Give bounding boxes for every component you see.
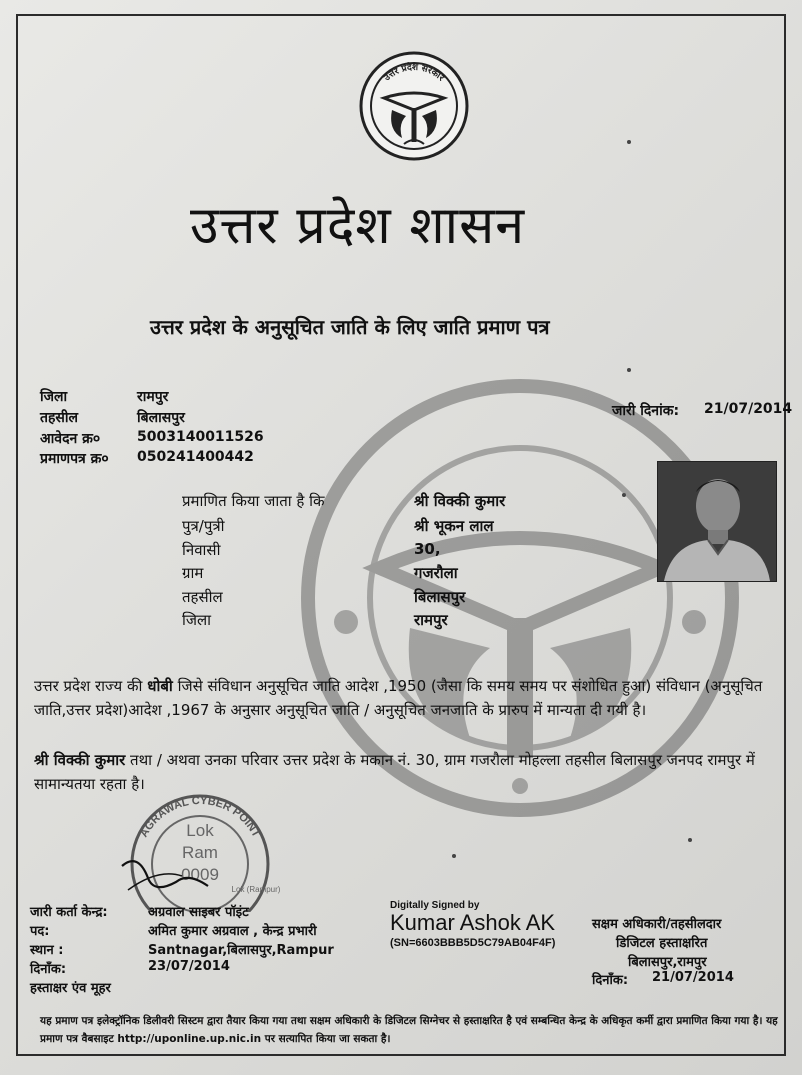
- certificate-subtitle: उत्तर प्रदेश के अनुसूचित जाति के लिए जाति प्रमाण पत्र: [150, 315, 550, 339]
- stamp-sub-text: Lok (Rampur): [231, 885, 280, 894]
- digital-signature-title: Digitally Signed by: [390, 900, 480, 911]
- certificate-number-label: प्रमाणपत्र क्र०: [40, 451, 109, 467]
- residence-text: तथा / अथवा उनका परिवार उत्तर प्रदेश के मकान नं. 30, ग्राम गजरौला मोहल्ला तहसील बिलासपुर जनपद रामपुर में सामान्यतया रहता है।: [34, 751, 755, 793]
- residence-holder-name: श्री विक्की कुमार: [34, 751, 126, 769]
- caste-name: धोबी: [147, 677, 173, 695]
- paragraph-rest: जिसे संविधान अनुसूचित जाति आदेश ,1950 (जैसा कि समय समय पर संशोधित हुआ) संविधान (अनुसूचित जाति,उत्तर प्रदेश)आदेश ,1967 के अनुसार अनुसूचित जाति / अनुसूचित जनजाति के प्रारुप में मान्यता दी गयी है।: [34, 677, 763, 719]
- certificate-number-value: 050241400442: [137, 449, 254, 465]
- parent-label: पुत्र/पुत्री: [182, 517, 225, 535]
- speck: [627, 368, 631, 372]
- parent-name: श्री भूकन लाल: [414, 517, 494, 535]
- holder-tehsil-value: बिलासपुर: [414, 588, 466, 606]
- place-label: स्थान :: [30, 943, 64, 958]
- post-value: अमित कुमार अग्रवाल , केन्द्र प्रभारी: [148, 924, 317, 939]
- digital-signature-name: Kumar Ashok AK: [390, 910, 556, 935]
- district-value: रामपुर: [137, 389, 169, 405]
- authority-digital-signed: डिजिटल हस्ताक्षरित: [616, 936, 708, 951]
- post-label: पद:: [30, 924, 50, 939]
- person-icon: [658, 462, 776, 581]
- district-label: जिला: [40, 389, 68, 405]
- issue-date-label: जारी दिनांक:: [612, 403, 680, 419]
- resident-label: निवासी: [182, 541, 221, 559]
- authority-date-label: दिनाँक:: [592, 973, 629, 988]
- place-value: Santnagar,बिलासपुर,Rampur: [148, 943, 334, 958]
- center-stamp: [118, 782, 280, 912]
- application-number-value: 5003140011526: [137, 429, 264, 445]
- speck: [452, 854, 456, 858]
- resident-value: 30,: [414, 540, 441, 558]
- village-value: गजरौला: [414, 564, 458, 582]
- tehsil-label: तहसील: [40, 410, 78, 426]
- issuing-center-value: अग्रवाल साइबर पॉइंट: [148, 905, 249, 920]
- village-label: ग्राम: [182, 564, 204, 582]
- issue-date-value: 21/07/2014: [704, 401, 793, 417]
- signature-label: हस्ताक्षर एंव मूहर: [30, 981, 111, 996]
- emblem-ring-text: उत्तर प्रदेश सरकार: [382, 62, 446, 84]
- authority-date-value: 21/07/2014: [652, 970, 734, 985]
- stamp-line-3: 0009: [181, 865, 219, 884]
- issuer-date-value: 23/07/2014: [148, 959, 230, 974]
- holder-district-label: जिला: [182, 611, 212, 629]
- caste-paragraph: [34, 674, 779, 722]
- speck: [627, 140, 631, 144]
- holder-district-value: रामपुर: [414, 611, 448, 629]
- stamp-line-2: Ram: [182, 843, 218, 862]
- issuing-center-label: जारी कर्ता केन्द्र:: [30, 905, 108, 920]
- digital-signature-serial: (SN=6603BBB5D5C79AB04F4F): [390, 937, 556, 949]
- main-title: उत्तर प्रदेश शासन: [190, 196, 526, 256]
- stamp-line-1: Lok: [186, 821, 214, 840]
- holder-tehsil-label: तहसील: [182, 588, 223, 606]
- holder-name: श्री विक्की कुमार: [414, 492, 506, 510]
- certify-label: प्रमाणित किया जाता है कि: [182, 492, 325, 510]
- authority-title: सक्षम अधिकारी/तहसीलदार: [592, 917, 722, 932]
- speck: [688, 838, 692, 842]
- state-emblem-icon: [358, 50, 470, 162]
- issuer-date-label: दिनाँक:: [30, 962, 67, 977]
- stamp-ring-text: AGRAWAL CYBER POINT: [137, 794, 263, 840]
- tehsil-value: बिलासपुर: [137, 410, 185, 426]
- application-number-label: आवेदन क्र०: [40, 431, 101, 447]
- paragraph-lead: उत्तर प्रदेश राज्य की: [34, 677, 143, 695]
- authority-location: बिलासपुर,रामपुर: [628, 955, 707, 970]
- verification-footer: यह प्रमाण पत्र इलेक्ट्रॉनिक डिलीवरी सिस्टम द्वारा तैयार किया गया तथा सक्षम अधिकारी के डिजिटल सिग्नेचर से हस्ताक्षरित है एवं सम्बन्धित केन्द्र के अधिकृत कर्मी द्वारा प्रमाणित किया गया है। यह प्रमाण पत्र वैबसाइट http://uponline.up.nic.in पर सत्यापित किया जा सकता है।: [40, 1015, 778, 1045]
- applicant-photo: [657, 461, 777, 582]
